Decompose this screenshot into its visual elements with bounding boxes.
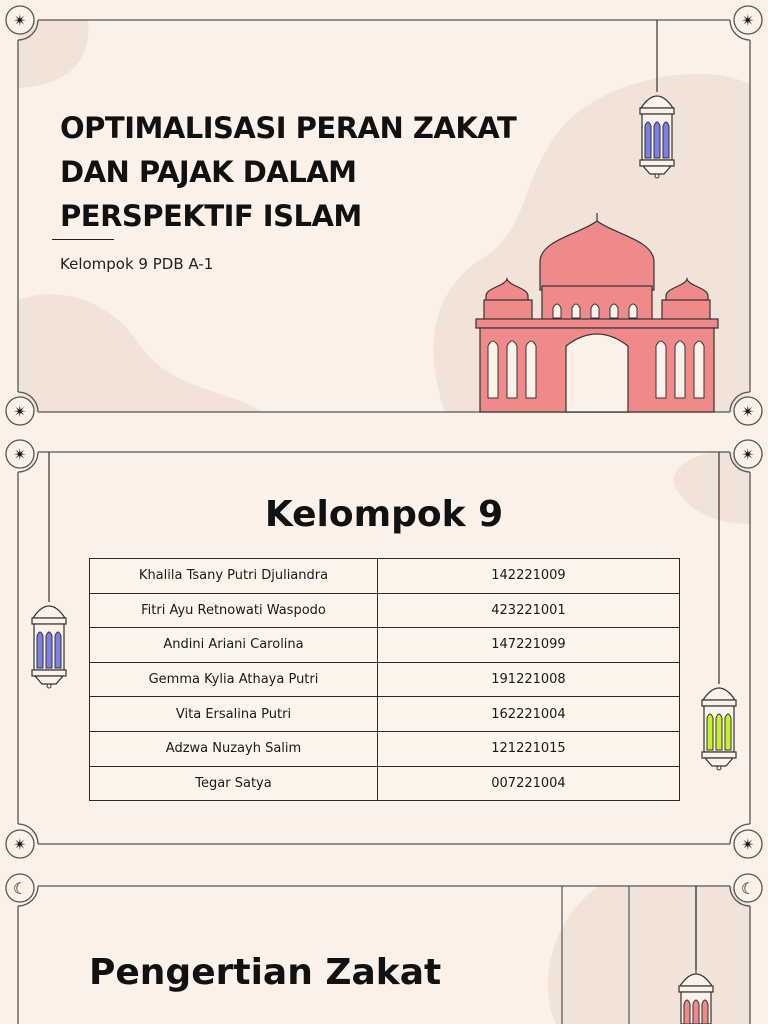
star-corner-icon (734, 440, 762, 468)
member-id: 423221001 (378, 593, 680, 628)
star-corner-icon (6, 6, 34, 34)
members-title: Kelompok 9 (264, 494, 504, 535)
member-id: 007221004 (378, 766, 680, 801)
svg-text:☾: ☾ (12, 879, 28, 898)
svg-text:✴: ✴ (741, 445, 755, 464)
definition-slide (0, 864, 768, 1024)
member-id: 191221008 (378, 662, 680, 697)
table-row (90, 697, 680, 732)
star-corner-icon (734, 397, 762, 425)
title-line: PERSPEKTIF ISLAM (60, 199, 362, 233)
table-row (90, 628, 680, 663)
member-id: 142221009 (378, 559, 680, 594)
member-name: Khalila Tsany Putri Djuliandra (90, 559, 378, 594)
svg-text:✴: ✴ (13, 11, 27, 30)
presentation-title (60, 106, 530, 238)
members-table (89, 558, 680, 801)
slide-frame (0, 864, 768, 1024)
member-id: 147221099 (378, 628, 680, 663)
star-corner-icon (6, 830, 34, 858)
member-name: Andini Ariani Carolina (90, 628, 378, 663)
member-name: Vita Ersalina Putri (90, 697, 378, 732)
member-name: Tegar Satya (90, 766, 378, 801)
svg-text:✴: ✴ (13, 402, 27, 421)
presentation-subtitle: Kelompok 9 PDB A-1 (60, 255, 214, 273)
member-id: 162221004 (378, 697, 680, 732)
members-slide (0, 432, 768, 862)
member-name: Fitri Ayu Retnowati Waspodo (90, 593, 378, 628)
member-name: Adzwa Nuzayh Salim (90, 731, 378, 766)
crescent-corner-icon (734, 874, 762, 902)
star-corner-icon (734, 6, 762, 34)
title-slide (0, 0, 768, 430)
table-row (90, 766, 680, 801)
svg-text:✴: ✴ (741, 835, 755, 854)
table-row (90, 731, 680, 766)
star-corner-icon (6, 397, 34, 425)
crescent-corner-icon (6, 874, 34, 902)
svg-text:✴: ✴ (741, 402, 755, 421)
member-name: Gemma Kylia Athaya Putri (90, 662, 378, 697)
table-row (90, 559, 680, 594)
table-row (90, 662, 680, 697)
svg-text:☾: ☾ (740, 879, 756, 898)
star-corner-icon (6, 440, 34, 468)
star-corner-icon (734, 830, 762, 858)
member-id: 121221015 (378, 731, 680, 766)
table-row (90, 593, 680, 628)
title-line: DAN PAJAK DALAM (60, 155, 357, 189)
svg-text:✴: ✴ (13, 835, 27, 854)
svg-text:✴: ✴ (741, 11, 755, 30)
svg-text:✴: ✴ (13, 445, 27, 464)
title-divider (52, 239, 114, 240)
lantern-icon (32, 452, 66, 688)
section-title: Pengertian Zakat (89, 952, 442, 993)
title-line: OPTIMALISASI PERAN ZAKAT (60, 111, 517, 145)
